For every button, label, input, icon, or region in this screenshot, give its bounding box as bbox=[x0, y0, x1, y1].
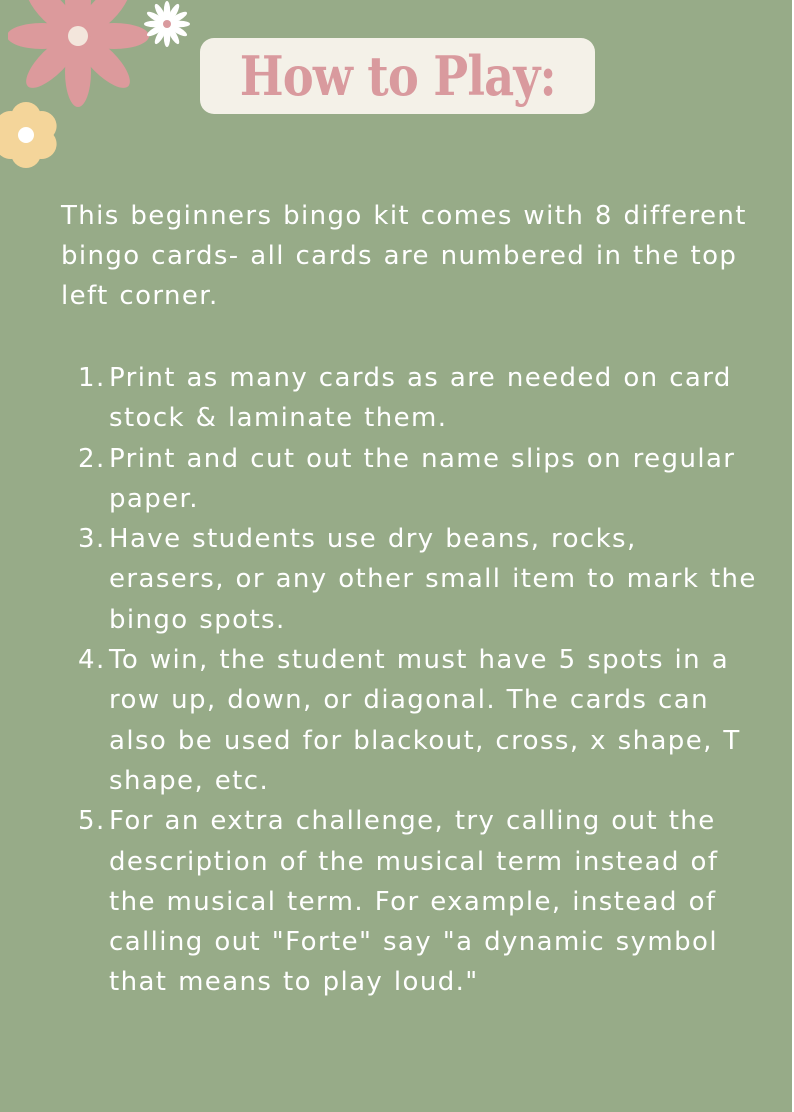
step-text: To win, the student must have 5 spots in a row up, down, or diagonal. The cards can also be used for blackout, cross, x shape, T shape, etc. bbox=[109, 645, 741, 796]
intro-text: This beginners bingo kit comes with 8 different bingo cards- all cards are numbered in the top left corner. bbox=[61, 201, 747, 311]
step-text: Print as many cards as are needed on card stock & laminate them. bbox=[109, 363, 732, 434]
step-text: Print and cut out the name slips on regular paper. bbox=[109, 443, 736, 514]
step-number: 4. bbox=[78, 645, 106, 676]
title-box bbox=[200, 38, 595, 114]
list-item bbox=[78, 640, 758, 801]
step-number: 3. bbox=[78, 524, 106, 555]
step-text: Have students use dry beans, rocks, erasers, or any other small item to mark the bingo spots. bbox=[109, 524, 757, 635]
yellow-flower-icon bbox=[0, 96, 66, 174]
step-number: 1. bbox=[78, 363, 106, 393]
step-number: 5. bbox=[78, 806, 106, 837]
step-text: For an extra challenge, try calling out the description of the musical term instead of the musical term. For example, instead of calling out "Forte" say "a dynamic symbol that means to play loud." bbox=[109, 806, 719, 998]
step-number: 2. bbox=[78, 443, 106, 474]
list-item bbox=[78, 358, 758, 439]
list-item bbox=[78, 801, 758, 1002]
steps-list bbox=[78, 358, 758, 1003]
page-title: How to Play: bbox=[239, 44, 556, 108]
list-item bbox=[78, 519, 758, 640]
list-item bbox=[78, 439, 758, 520]
white-daisy-icon bbox=[141, 1, 193, 49]
